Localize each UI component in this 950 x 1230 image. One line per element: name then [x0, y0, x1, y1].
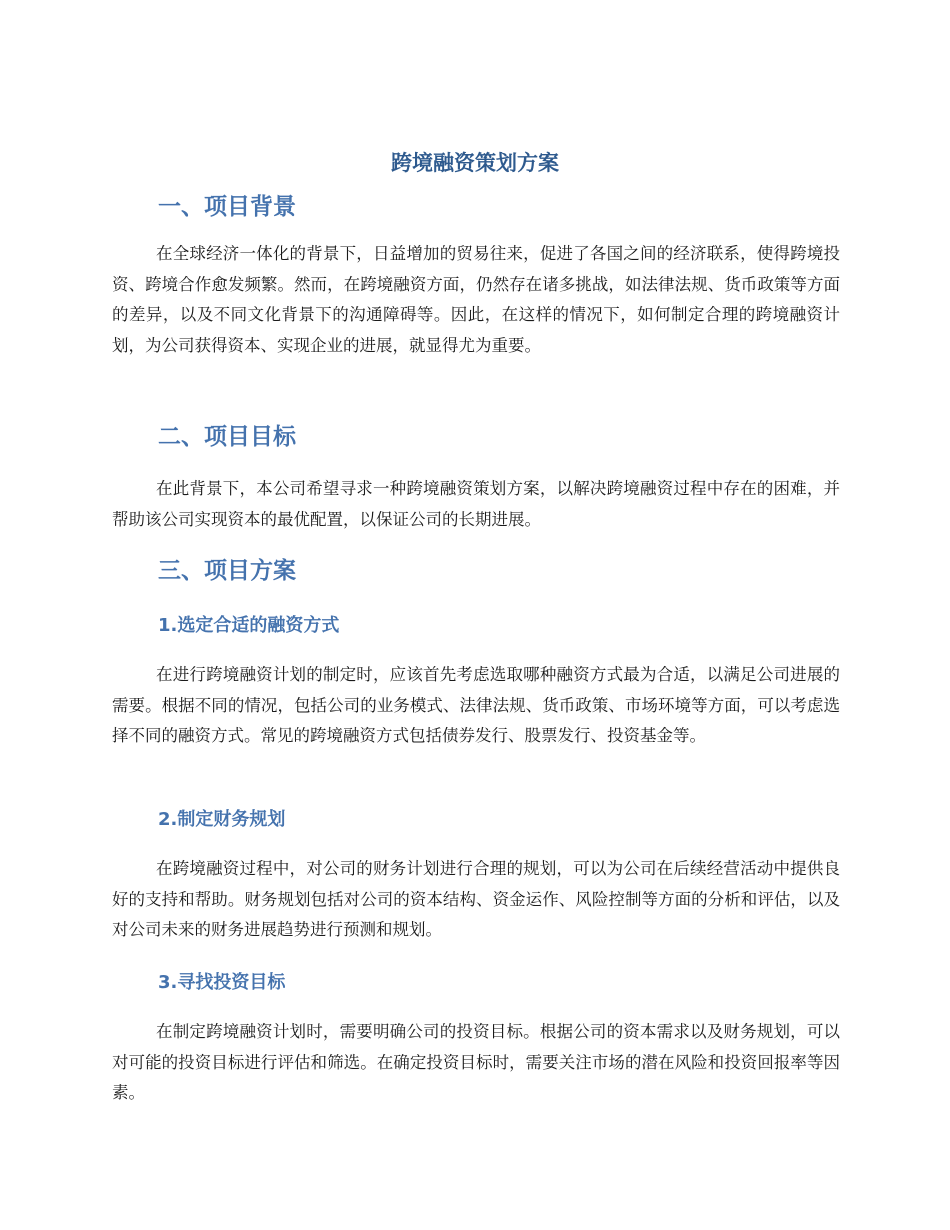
- document-title: 跨境融资策划方案: [391, 151, 559, 175]
- subsection-heading-financing-method: 1.选定合适的融资方式: [158, 615, 340, 636]
- section-heading-plan: 三、项目方案: [158, 558, 296, 584]
- subsection-heading-financial-planning: 2.制定财务规划: [158, 809, 286, 830]
- subsection-heading-investment-target: 3.寻找投资目标: [158, 972, 286, 993]
- subsection-paragraph-financing-method: 在进行跨境融资计划的制定时，应该首先考虑选取哪种融资方式最为合适，以满足公司进展的需要。根据不同的情况，包括公司的业务模式、法律法规、货币政策、市场环境等方面，可以考虑选择不同的融资方式。常见的跨境融资方式包括债券发行、股票发行、投资基金等。: [112, 665, 840, 745]
- section-paragraph-background: 在全球经济一体化的背景下，日益增加的贸易往来，促进了各国之间的经济联系，使得跨境投资、跨境合作愈发频繁。然而，在跨境融资方面，仍然存在诸多挑战，如法律法规、货币政策等方面的差异，以及不同文化背景下的沟通障碍等。因此，在这样的情况下，如何制定合理的跨境融资计划，为公司获得资本、实现企业的进展，就显得尤为重要。: [112, 244, 840, 355]
- section-paragraph-goal: 在此背景下，本公司希望寻求一种跨境融资策划方案，以解决跨境融资过程中存在的困难，并帮助该公司实现资本的最优配置，以保证公司的长期进展。: [112, 479, 840, 529]
- section-heading-goal: 二、项目目标: [158, 424, 296, 450]
- subsection-paragraph-investment-target: 在制定跨境融资计划时，需要明确公司的投资目标。根据公司的资本需求以及财务规划，可以对可能的投资目标进行评估和筛选。在确定投资目标时，需要关注市场的潜在风险和投资回报率等因素。: [112, 1022, 840, 1102]
- subsection-paragraph-financial-planning: 在跨境融资过程中，对公司的财务计划进行合理的规划，可以为公司在后续经营活动中提供良好的支持和帮助。财务规划包括对公司的资本结构、资金运作、风险控制等方面的分析和评估，以及对公司未来的财务进展趋势进行预测和规划。: [112, 859, 840, 939]
- section-heading-background: 一、项目背景: [158, 194, 296, 220]
